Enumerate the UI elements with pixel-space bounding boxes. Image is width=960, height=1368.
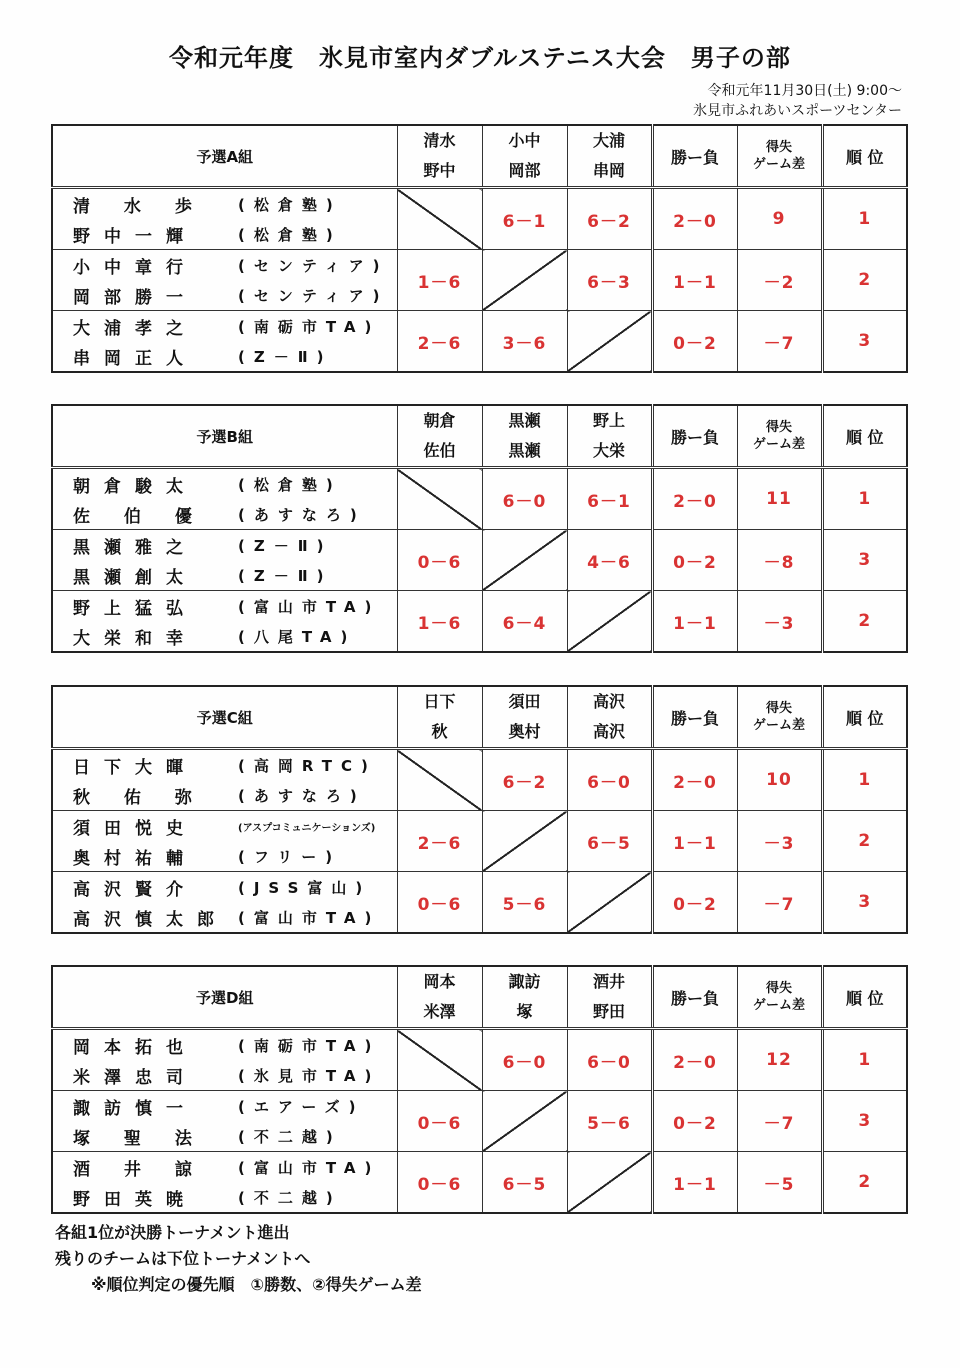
game-diff-value: －3 xyxy=(737,811,822,872)
player-line xyxy=(53,1121,397,1151)
match-score: 1－6 xyxy=(397,591,482,653)
rank-value: 1 xyxy=(822,749,907,811)
player-club: (富山市TA) xyxy=(238,1158,381,1177)
player-line xyxy=(53,902,397,932)
note-line: ※順位判定の優先順 ①勝数、②得失ゲーム差 xyxy=(91,1275,422,1294)
player-line xyxy=(53,750,397,780)
team-players xyxy=(52,530,397,591)
player-club: (Z－Ⅱ) xyxy=(238,347,333,366)
team-row xyxy=(52,250,907,311)
match-score: 6－0 xyxy=(482,468,567,530)
match-score: 5－6 xyxy=(567,1091,652,1152)
player-name: 日下大暉 xyxy=(73,757,197,778)
team-row xyxy=(52,811,907,872)
player-club: (氷見市TA) xyxy=(238,1066,381,1085)
opponent-header xyxy=(567,405,652,468)
group-header-row xyxy=(52,405,907,468)
player-name: 清 水 歩 xyxy=(73,196,206,217)
group-table xyxy=(51,404,908,653)
player-line xyxy=(53,189,397,219)
self-match-cell xyxy=(397,188,482,250)
opponent-header xyxy=(567,966,652,1029)
match-score: 1－6 xyxy=(397,250,482,311)
team-players xyxy=(52,749,397,811)
game-diff-label: ゲーム差 xyxy=(752,157,805,172)
opponent-name: 岡部 xyxy=(508,161,541,180)
team-row xyxy=(52,530,907,591)
match-score: 6－3 xyxy=(567,250,652,311)
self-match-cell xyxy=(567,591,652,653)
self-match-cell xyxy=(482,1091,567,1152)
opponent-header xyxy=(397,686,482,749)
rank-value: 3 xyxy=(822,872,907,934)
opponent-name: 塚 xyxy=(516,1002,533,1021)
opponent-name: 酒井 xyxy=(592,972,625,991)
rank-value: 1 xyxy=(822,1029,907,1091)
team-players xyxy=(52,1029,397,1091)
opponent-name: 大栄 xyxy=(592,441,625,460)
opponent-header xyxy=(482,686,567,749)
opponent-name: 高沢 xyxy=(592,692,625,711)
group-header-row xyxy=(52,125,907,188)
opponent-name: 米澤 xyxy=(423,1002,456,1021)
opponent-name: 諏訪 xyxy=(508,972,541,991)
player-name: 高沢慎太郎 xyxy=(73,909,228,930)
game-diff-header xyxy=(737,686,822,749)
opponent-header xyxy=(567,125,652,188)
win-loss-value: 2－0 xyxy=(652,1029,737,1091)
opponent-header xyxy=(397,125,482,188)
rank-value: 2 xyxy=(822,250,907,311)
match-score: 0－6 xyxy=(397,1091,482,1152)
rank-header: 順 位 xyxy=(822,125,907,188)
match-score: 6－1 xyxy=(567,468,652,530)
player-club: (センティア) xyxy=(238,286,389,305)
player-club: (八尾TA) xyxy=(238,627,357,646)
player-line xyxy=(53,341,397,371)
match-score: 6－4 xyxy=(482,591,567,653)
match-score: 0－6 xyxy=(397,1152,482,1214)
win-loss-value: 0－2 xyxy=(652,872,737,934)
game-diff-label: 得失 xyxy=(765,420,792,435)
player-name: 須田悦史 xyxy=(73,818,197,839)
player-line xyxy=(53,1182,397,1212)
player-line xyxy=(53,621,397,651)
self-match-cell xyxy=(567,311,652,373)
team-players xyxy=(52,188,397,250)
player-name: 黒瀬創太 xyxy=(73,567,197,588)
win-loss-value: 1－1 xyxy=(652,811,737,872)
game-diff-label: ゲーム差 xyxy=(752,998,805,1013)
player-club: (Z－Ⅱ) xyxy=(238,566,333,585)
match-score: 2－6 xyxy=(397,311,482,373)
note-line: 残りのチームは下位トーナメントへ xyxy=(55,1249,311,1268)
opponent-name: 日下 xyxy=(423,692,456,711)
player-club: (南砺市TA) xyxy=(238,1036,381,1055)
player-line xyxy=(53,219,397,249)
player-club: (富山市TA) xyxy=(238,597,381,616)
team-row xyxy=(52,468,907,530)
player-club: (あすなろ) xyxy=(238,786,366,805)
player-name: 高沢賢介 xyxy=(73,879,197,900)
group-name: 予選A組 xyxy=(52,125,397,188)
player-name: 串岡正人 xyxy=(73,348,197,369)
player-line xyxy=(53,872,397,902)
opponent-header xyxy=(482,405,567,468)
game-diff-label: ゲーム差 xyxy=(752,437,805,452)
game-diff-value: －5 xyxy=(737,1152,822,1214)
player-line xyxy=(53,250,397,280)
group-name: 予選D組 xyxy=(52,966,397,1029)
player-name: 大栄和幸 xyxy=(73,628,197,649)
player-name: 岡部勝一 xyxy=(73,287,197,308)
player-name: 野中一輝 xyxy=(73,226,197,247)
opponent-name: 須田 xyxy=(508,692,541,711)
opponent-header xyxy=(397,405,482,468)
group-table xyxy=(51,685,908,934)
rank-value: 2 xyxy=(822,1152,907,1214)
player-club: (松倉塾) xyxy=(238,225,342,244)
game-diff-header xyxy=(737,405,822,468)
opponent-header xyxy=(567,686,652,749)
rank-value: 2 xyxy=(822,811,907,872)
team-players xyxy=(52,250,397,311)
opponent-name: 野田 xyxy=(592,1002,625,1021)
rank-header: 順 位 xyxy=(822,686,907,749)
note-line: 各組1位が決勝トーナメント進出 xyxy=(55,1223,290,1242)
win-loss-value: 0－2 xyxy=(652,1091,737,1152)
match-score: 0－6 xyxy=(397,530,482,591)
opponent-name: 朝倉 xyxy=(423,411,456,430)
event-venue: 氷見市ふれあいスポーツセンター xyxy=(693,103,902,119)
opponent-name: 清水 xyxy=(423,131,456,150)
match-score: 6－1 xyxy=(482,188,567,250)
game-diff-value: －7 xyxy=(737,1091,822,1152)
rank-value: 3 xyxy=(822,1091,907,1152)
page-title: 令和元年度 氷見市室内ダブルステニス大会 男子の部 xyxy=(169,44,791,72)
group-table xyxy=(51,965,908,1214)
team-row xyxy=(52,311,907,373)
player-name: 酒 井 諒 xyxy=(73,1159,206,1180)
opponent-name: 佐伯 xyxy=(423,441,456,460)
player-line xyxy=(53,1030,397,1060)
player-club: (アスプコミュニケーションズ) xyxy=(238,822,376,834)
player-line xyxy=(53,311,397,341)
self-match-cell xyxy=(397,1029,482,1091)
player-name: 小中章行 xyxy=(73,257,197,278)
opponent-name: 黒瀬 xyxy=(508,411,541,430)
player-name: 奥村祐輔 xyxy=(73,848,197,869)
game-diff-value: 10 xyxy=(737,749,822,811)
game-diff-value: －8 xyxy=(737,530,822,591)
group-header-row xyxy=(52,686,907,749)
opponent-name: 野上 xyxy=(592,411,625,430)
group-header-row xyxy=(52,966,907,1029)
team-players xyxy=(52,1091,397,1152)
player-name: 佐 伯 優 xyxy=(73,506,206,527)
opponent-header xyxy=(397,966,482,1029)
match-score: 6－0 xyxy=(567,1029,652,1091)
match-score: 6－5 xyxy=(567,811,652,872)
self-match-cell xyxy=(482,530,567,591)
player-line xyxy=(53,499,397,529)
rank-value: 1 xyxy=(822,188,907,250)
rank-header: 順 位 xyxy=(822,405,907,468)
game-diff-value: 9 xyxy=(737,188,822,250)
team-row xyxy=(52,591,907,653)
match-score: 6－2 xyxy=(567,188,652,250)
game-diff-header xyxy=(737,966,822,1029)
win-loss-value: 2－0 xyxy=(652,468,737,530)
player-name: 塚 聖 法 xyxy=(73,1128,206,1149)
player-line xyxy=(53,1091,397,1121)
opponent-name: 串岡 xyxy=(592,161,625,180)
game-diff-header xyxy=(737,125,822,188)
player-club: (富山市TA) xyxy=(238,908,381,927)
opponent-name: 秋 xyxy=(431,722,448,741)
player-club: (松倉塾) xyxy=(238,195,342,214)
player-name: 秋 佑 弥 xyxy=(73,787,206,808)
player-name: 岡本拓也 xyxy=(73,1037,197,1058)
notes xyxy=(55,1220,422,1298)
team-players xyxy=(52,468,397,530)
match-score: 3－6 xyxy=(482,311,567,373)
team-players xyxy=(52,591,397,653)
opponent-name: 野中 xyxy=(423,161,456,180)
player-club: (JSS富山) xyxy=(238,878,372,897)
player-line xyxy=(53,591,397,621)
win-loss-header: 勝ー負 xyxy=(652,686,737,749)
player-line xyxy=(53,530,397,560)
game-diff-label: ゲーム差 xyxy=(752,718,805,733)
player-club: (センティア) xyxy=(238,256,389,275)
team-row xyxy=(52,1029,907,1091)
game-diff-value: 11 xyxy=(737,468,822,530)
win-loss-header: 勝ー負 xyxy=(652,405,737,468)
player-club: (不二越) xyxy=(238,1188,342,1207)
match-score: 6－5 xyxy=(482,1152,567,1214)
player-club: (松倉塾) xyxy=(238,475,342,494)
rank-value: 3 xyxy=(822,311,907,373)
team-row xyxy=(52,188,907,250)
opponent-header xyxy=(482,966,567,1029)
player-line xyxy=(53,841,397,871)
win-loss-value: 0－2 xyxy=(652,311,737,373)
group-name: 予選C組 xyxy=(52,686,397,749)
game-diff-value: －3 xyxy=(737,591,822,653)
game-diff-label: 得失 xyxy=(765,140,792,155)
match-score: 6－0 xyxy=(567,749,652,811)
game-diff-value: －7 xyxy=(737,872,822,934)
team-players xyxy=(52,1152,397,1214)
group-table xyxy=(51,124,908,373)
opponent-name: 岡本 xyxy=(423,972,456,991)
rank-header: 順 位 xyxy=(822,966,907,1029)
team-players xyxy=(52,311,397,373)
team-players xyxy=(52,811,397,872)
opponent-header xyxy=(482,125,567,188)
win-loss-header: 勝ー負 xyxy=(652,966,737,1029)
win-loss-value: 1－1 xyxy=(652,1152,737,1214)
player-club: (フリー) xyxy=(238,847,342,866)
player-name: 朝倉駿太 xyxy=(73,476,197,497)
group-name: 予選B組 xyxy=(52,405,397,468)
self-match-cell xyxy=(567,872,652,934)
match-score: 5－6 xyxy=(482,872,567,934)
win-loss-value: 1－1 xyxy=(652,250,737,311)
match-score: 4－6 xyxy=(567,530,652,591)
win-loss-value: 2－0 xyxy=(652,188,737,250)
rank-value: 1 xyxy=(822,468,907,530)
player-club: (南砺市TA) xyxy=(238,317,381,336)
player-club: (不二越) xyxy=(238,1127,342,1146)
team-row xyxy=(52,872,907,934)
player-name: 大浦孝之 xyxy=(73,318,197,339)
team-players xyxy=(52,872,397,934)
player-name: 米澤忠司 xyxy=(73,1067,197,1088)
event-date: 令和元年11月30日(土) 9:00～ xyxy=(707,83,902,99)
game-diff-label: 得失 xyxy=(765,701,792,716)
team-row xyxy=(52,1091,907,1152)
player-club: (Z－Ⅱ) xyxy=(238,536,333,555)
team-row xyxy=(52,1152,907,1214)
self-match-cell xyxy=(567,1152,652,1214)
player-line xyxy=(53,780,397,810)
game-diff-value: 12 xyxy=(737,1029,822,1091)
game-diff-value: －7 xyxy=(737,311,822,373)
player-line xyxy=(53,1152,397,1182)
win-loss-value: 1－1 xyxy=(652,591,737,653)
self-match-cell xyxy=(397,468,482,530)
player-line xyxy=(53,560,397,590)
win-loss-value: 0－2 xyxy=(652,530,737,591)
match-score: 2－6 xyxy=(397,811,482,872)
rank-value: 2 xyxy=(822,591,907,653)
player-name: 野田英暁 xyxy=(73,1189,197,1210)
self-match-cell xyxy=(482,811,567,872)
player-name: 黒瀬雅之 xyxy=(73,537,197,558)
opponent-name: 高沢 xyxy=(592,722,625,741)
match-score: 6－2 xyxy=(482,749,567,811)
win-loss-value: 2－0 xyxy=(652,749,737,811)
player-line xyxy=(53,811,397,841)
match-score: 6－0 xyxy=(482,1029,567,1091)
player-line xyxy=(53,280,397,310)
player-line xyxy=(53,1060,397,1090)
match-score: 0－6 xyxy=(397,872,482,934)
self-match-cell xyxy=(397,749,482,811)
game-diff-value: －2 xyxy=(737,250,822,311)
opponent-name: 黒瀬 xyxy=(508,441,541,460)
opponent-name: 小中 xyxy=(508,131,541,150)
player-line xyxy=(53,469,397,499)
player-name: 諏訪慎一 xyxy=(73,1098,197,1119)
opponent-name: 大浦 xyxy=(592,131,625,150)
game-diff-label: 得失 xyxy=(765,981,792,996)
player-name: 野上猛弘 xyxy=(73,598,197,619)
opponent-name: 奥村 xyxy=(508,722,541,741)
rank-value: 3 xyxy=(822,530,907,591)
win-loss-header: 勝ー負 xyxy=(652,125,737,188)
team-row xyxy=(52,749,907,811)
player-club: (あすなろ) xyxy=(238,505,366,524)
player-club: (高岡RTC) xyxy=(238,756,377,775)
self-match-cell xyxy=(482,250,567,311)
player-club: (エアーズ) xyxy=(238,1097,365,1116)
